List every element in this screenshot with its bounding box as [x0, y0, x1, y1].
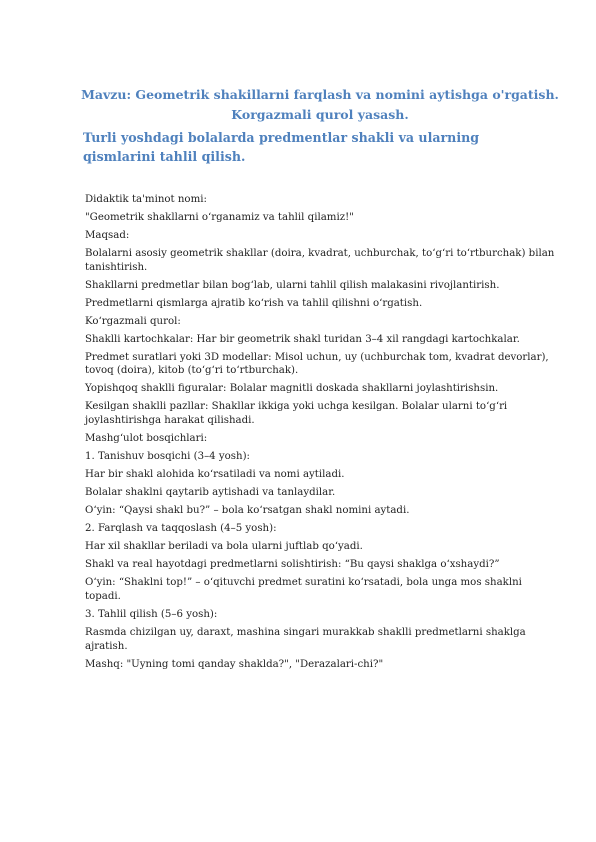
paragraph: Bolalarni asosiy geometrik shakllar (doira, kvadrat, uchburchak, to‘g‘ri to‘rtburchak) bilan tanishtirish.: [85, 247, 555, 273]
paragraph: 2. Farqlash va taqqoslash (4–5 yosh):: [85, 523, 277, 535]
paragraph: Yopishqoq shaklli figuralar: Bolalar magnitli doskada shakllarni joylashtirishsin.: [85, 383, 499, 395]
paragraph: Rasmda chizilgan uy, daraxt, mashina singari murakkab shaklli predmetlarni shaklga ajratish.: [85, 626, 526, 652]
paragraph: Ko‘rgazmali qurol:: [85, 315, 181, 327]
title-line-2: Korgazmali qurol yasash.: [231, 107, 409, 122]
paragraph: Shakllarni predmetlar bilan bog‘lab, ularni tahlil qilish malakasini rivojlantirish.: [85, 279, 500, 291]
paragraph: Shakl va real hayotdagi predmetlarni solishtirish: “Bu qaysi shaklga o‘xshaydi?”: [85, 559, 500, 571]
paragraph: Shaklli kartochkalar: Har bir geometrik shakl turidan 3–4 xil rangdagi kartochkalar.: [85, 333, 520, 345]
document-subtitle: Turli yoshdagi bolalarda predmentlar shakli va ularning qismlarini tahlil qilish.: [83, 130, 480, 164]
paragraph: Bolalar shaklni qaytarib aytishadi va tanlaydilar.: [85, 487, 336, 499]
paragraph: Har bir shakl alohida ko‘rsatiladi va nomi aytiladi.: [85, 469, 345, 481]
paragraph: 3. Tahlil qilish (5–6 yosh):: [85, 608, 218, 620]
paragraph: Didaktik ta'minot nomi:: [85, 194, 207, 205]
document-title: [80, 85, 560, 125]
paragraph: O‘yin: “Shaklni top!” – o‘qituvchi predmet suratini ko‘rsatadi, bola unga mos shaklni topadi.: [85, 577, 522, 602]
paragraph: O‘yin: “Qaysi shakl bu?” – bola ko‘rsatgan shakl nomini aytadi.: [85, 505, 410, 517]
paragraph: Mashq: "Uyning tomi qanday shaklda?", "Derazalari-chi?": [85, 658, 384, 670]
paragraph: Har xil shakllar beriladi va bola ularni juftlab qo‘yadi.: [85, 541, 363, 553]
paragraph: "Geometrik shakllarni o‘rganamiz va tahlil qilamiz!": [85, 211, 354, 223]
title-line-1: Mavzu: Geometrik shakillarni farqlash va nomini aytishga o'rgatish.: [81, 87, 559, 102]
paragraph: 1. Tanishuv bosqichi (3–4 yosh):: [85, 451, 250, 463]
document-body: [85, 193, 555, 676]
paragraph: Kesilgan shaklli pazllar: Shakllar ikkiga yoki uchga kesilgan. Bolalar ularni to‘g‘ri joylashtirishga harakat qilishadi.: [85, 401, 508, 427]
paragraph: Maqsad:: [85, 229, 130, 241]
paragraph: Predmet suratlari yoki 3D modellar: Misol uchun, uy (uchburchak tom, kvadrat devorlar), tovoq (doira), kitob (to‘g‘ri to‘rtburchak).: [85, 351, 549, 377]
paragraph: Predmetlarni qismlarga ajratib ko‘rish va tahlil qilishni o‘rgatish.: [85, 297, 423, 309]
paragraph: Mashg‘ulot bosqichlari:: [85, 433, 208, 445]
